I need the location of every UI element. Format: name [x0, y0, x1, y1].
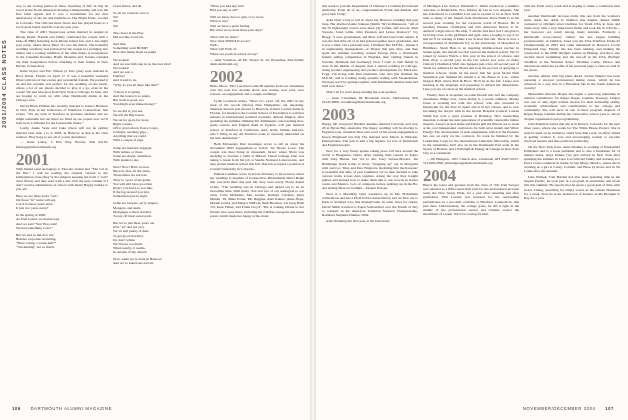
poem-line: If the fog around you lays — [113, 190, 150, 195]
class-2003-notes-cont — [423, 4, 519, 165]
class-year-2003: 2003 — [322, 105, 355, 125]
class-2003-intro: Happy fall everyone! Heather Reames married Colorado and now 28 at Byron Bay, Australia. The happy wedding will be moving to England soon. Jonathan Shea sent word of his recent engagement to Karen Bruyhardt (ex-’04) The married next March in Ethiopia, Pennsylvania. The pair is still a big nephew for lots of Dartmouth and England people. — [322, 122, 418, 147]
poem-line: In the spring of 2000 — [16, 213, 46, 218]
poem-line: And we saw a — [113, 70, 133, 75]
poem-line: When our youth in school all say? — [210, 51, 258, 56]
page-number-left: 106 — [12, 406, 21, 411]
note-paragraph: Another athlete with big plans ahead, Jordan Shapiro has been pursuing a ten-year professional skiing career, which he has achieved in a way that in a Hawaiian Ski in the South American country! — [524, 73, 620, 90]
note-paragraph: On the New York front, Anna Shanker is working at Wiedenfeld Publishers and is a book publisher and is also a fundraiser for of market index. Anya Erikko (we just arrived in New York after spending the summer in Cape Cod with her family and working as a Peace Corps volunteer in Sasha, in San Diego, Mexico, where she is working as a girl at Casey, Cornish, and Beau by Rowe and in Sri Lanka after the tsunami. — [524, 144, 620, 174]
poem-line: Had you any at all?” — [210, 8, 239, 13]
right-column-2 — [423, 4, 519, 394]
poem-line: Will we know how to grin, or to word, — [210, 15, 264, 20]
right-column-3 — [524, 4, 620, 394]
note-paragraph: Pamela Lemmon wrote in in late February to let us know about her wedding to Stephan of Connecticut. Bridesmaids Marci Bejke that was held there this past fall, they were rarely, Flevia Kanul writes, “The wedding was in Chicago and turned out to be an incredible time. With many ’02s and two of our undergrad to our class, Carla McKenna, Mrs Grades, Kathryn Caroline, Peter Mulder ’05, Mike Porter, Mo Beggins, Alex Kutner, Anna Hope, Mariah Gould, and Margot Sullivan, Beth Brodeau, Lis Greg Bush ’03, Kent Fisher, and Frank Lloyd”. She is waiting tribute to her friends who were there, including her Chiffon-Georgette and sweet potato which made her happy at the event. — [210, 172, 304, 218]
note-paragraph: Like Wiltsek, Tom Bartlett has also been spending time in the Sequin Pacific, he took part in a program in Guatemala and made this this summer. He reports that he spent a good deal of time with Grace Chung, searching for empty waves in the remote Honduras for a week. Now he is his hometown of Kanata on the Hoaquin to Ray for a year — [524, 175, 620, 200]
poem-line: Some are married, engaged, — [113, 145, 153, 150]
poem-line: Did not like it one bit. — [113, 34, 144, 39]
poem-line: When nearby, it seems, — [113, 245, 146, 250]
poem-line: What to say? — [210, 19, 229, 24]
poem-line: Sit! — [113, 23, 119, 28]
note-paragraph: Ariel Doal wrote to tell us about her Hanover wedding this past June. Her married Adele Johnson (Smith ’02) in Minnesota. “All of the 70 lightweight rowers were there (Ty Collier, Jeff Grover, Matt Stevens, Jared Gillie, John Pearsten and Lynne Rozlow).” Joy Bragg. “I were groomsmen, and Matt, Jeff and Jared were ushers. It was the first time all of us had gotten together since graduation, and it was a blast. On a personal note, I finished The M.E.M.—master’s in engineering management—at Thayer this past June, and then spent the summer traveling around Europe (first a Dartmouth female sailing competition in England, then visiting friends in Sweden, Denmark and Germany). Now I went to visit family in Asia in the middle of August, then I started working in Chicago, doing product engineering and product development for MacLean-Fogg. I’m living with Dan Orenstein, who also just finished the M.E.M., and is working doing systems trading with Susquehanna. We hope we’ll be getting together with Dartmouth alumni clubs and stuff over there.” — [322, 17, 418, 89]
note-paragraph: Finally, here is an update on some friends who left the company classmates. Blake Jose, Jason Kemp is a recent addition, Mandy Jones is working her with law school, who also returned to Dartmouth for the Year in Spain and is in her classes, and is now becoming the lawyer with in the Global Hospital Council. Lauren Smith has won a great position at Berkeley. He’s researching materials to make the next generation of scientific renewable failure impacts. Jason’s project Rake and David pull the Illinois are to work at his cool independent contractors for both solar sistem and Wind-Energy. The development of such equipments, which at the Pressure has one an early on the contracts. Its work he finished by the Leadership Corps for the international Lutherans fellowship, which in the wintertime, he’ll also be in the Dartmouth East team in the Sports of Bolivia, and a Fulbright & Energy & Change in New York City as a consultant. — [423, 92, 519, 155]
note-paragraph: Beth McGeeney Dan Greninger wrote to tell us about his November 2003 engagement to fellow ’02 Nicole Lowe. The couple was then living in Jerusalem, Israel, where Nicki was studying to become a rabbi at Hebrew Union College. Dan was taking a break from his job at Sandia National Laboratories, and they started medical school this fall. Dan has accepted a position at Cornell University in Colorado. — [210, 141, 304, 171]
poem-line: Besides corporate recruiting, — [16, 237, 57, 241]
poem-line: On those “in” some will say. — [16, 197, 57, 202]
poem-line: Will we have a great feeling — [210, 23, 250, 28]
note-paragraph: Another Dartmouth lacrosse alum, this one from the women’s team, made her debut in triathlon this August. Renee Smith competed at Olympic-level triathlon for Team USA in June and came away with a very impressive finish and took 4th in 2:45:34—her best-ever era result among many entrants. Formerly a Dartmouth cross-country runner, she has begun building professionally, in triathlon. Jared was the USA Triathlon Under-25 Championship in 2003 and came nineteenth in Boston’s Coach Fitzgerald Cup. Finally, she has been running, and making the connection to the 2008 Olympic Games in Beijing, and she’s also excited about swimming and the run-off in the USA Olympic Triathlon at the National Select Triathlon Camp. Photos and discussions under her profile of her personal page, a video as well in her photo. — [524, 13, 620, 72]
class-2000-notes — [16, 4, 108, 149]
class-2001-intro: With thanks (and apologies) to Theodor Geisel and “The Cat in the Hat.” I will be reading the original version to my kindergarten class (they’re the subjects keeping me from a “real” class Notes) and they read with a late visit the next column if I don’t receive submissions of school with them! Happy bonfire to you all! — [16, 166, 108, 192]
class-year-2001: 2001 — [16, 149, 49, 169]
poem-line: Sit! — [113, 19, 119, 24]
note-paragraph: That’s all for now! Keep sending me your updates. — [326, 90, 398, 95]
poem-line: We looked! — [113, 57, 130, 62]
note-paragraph: Katie Taylor and Eric Wilson (a Yale grad) were married in Boca Raton, Florida on April 17. It was a beautiful weekend filled with lots of fun events and wonderful friends. We partied it up and the weather was perfect for the wedding on the beach, where a lot of our guests decided to give it a go, even in the ocean! We just relocated from New York to Chicago in June, and are hoping to catch up with other Dartmouth alums in the Chicago area. — [16, 69, 108, 103]
class-2004-heading — [423, 165, 519, 217]
poem-line: As Fred Gould, we lead-hooed. — [16, 217, 60, 222]
poem-line: Do don’t whine — [113, 237, 135, 242]
class-2002-notes-cont — [322, 4, 418, 104]
poem-line: You might even make money!” — [113, 102, 157, 107]
poem-line: “Why do you sit there like that?” — [113, 82, 160, 87]
class-2002-heading — [210, 69, 304, 96]
poem-line: And it said to us, — [113, 78, 137, 83]
class-year-2004: 2004 — [423, 165, 456, 185]
poem-line: Colleges, teaching gigs— — [113, 130, 150, 135]
class-2001-poem-part-1 — [16, 194, 108, 250]
left-column-2 — [113, 4, 205, 394]
note-paragraph: Now for a very funny update taking place fall here around the world to Bengaluru, China. After visiting Julie Ganata in Tokyo with baby Hunter last ’04 to me, Gary Saxton-Bowers, Jan Bohlsinger (back home to move “mopping up” out in Mongolia with and two ’04s), and Pete Walgrave. Realizing that the Koreans’ is beautiful this time of year (summer) we’ve then decided to take various trains across Asia together. Along the way they bought guitars and learned how to make them talk to our crowds in border towns and Mexico. Lots of campouts before splitting up in the Bo, and ending Moscow twilight—Eastern Europe. — [322, 149, 418, 191]
class-2001-poem-part-3 — [210, 4, 304, 56]
note-paragraph: — Anne Cloudman, 69 Brookside Circle, Shrewsbury, MA 01545-0000; cloudman@alum.dartmouth.org — [322, 95, 418, 104]
poem-line: You will still have good fun — [113, 181, 153, 186]
poem-line: Somewhere just in sight. — [113, 194, 148, 199]
poem-line: Mortgages to their clutches — [113, 209, 152, 214]
issue-date: NOVEMBER/DECEMBER 2004 — [522, 406, 596, 411]
poem-line: (Not “in” and not yet). — [113, 225, 145, 230]
note-paragraph: After finishing her first year at the University — [326, 218, 390, 223]
poem-line: With babies, or three. — [113, 149, 144, 154]
right-footer — [523, 406, 614, 414]
poem-line: Now what SHOULD we do? — [210, 39, 251, 44]
page-number-right: 107 — [605, 406, 614, 411]
note-paragraph: Meanwhile Antonio Draper has begun a year-long internship in cultural consultancy for Rappo Rappo Caterina Treeseyy. Draper was one of only eight women chosen for their leadership ability, academic achievement and contributions to her college and community. She will serve in one of three program chapters of Rappa Rappa Gamma during the consecutive school year to aid on chapter organization and programming. — [524, 91, 620, 121]
poem-line: We had something to do!” — [16, 225, 53, 230]
note-paragraph: Lydia Goodwin writes, “More two years off, the 2001 in my neck of the woods (Sierra) New Hampshire, our departing. Shannon Stewart just moved to Hancock. Kristel Contrai holds in Florida, for headed to the London School of Economics to earn her masters in international political economy. Allison Mugica, after spending the summer climbing Mt. Kilimanjaro and teaching first-grade science and English math in Uganda, will join medical school at Stanford in California. And, lastly, Nathan DeLuca, who’s living in my old Stanford room, is currently undecided on his next destination.” — [210, 98, 304, 140]
poem-line: Have no fear, all the same, — [113, 169, 151, 174]
note-paragraph: Lastly, Annie Vettu and Luke Owen will not be getting married next June 1 to 4, 2005, in Hanover as that is the class reunion. They hope to see all of you in attendance. — [16, 126, 108, 139]
poem-line: Fanfare! — [113, 74, 125, 79]
poem-line: And then — [113, 42, 126, 47]
poem-line: With Andes to ski. — [113, 158, 139, 162]
poem-line: We looked! — [113, 65, 130, 70]
poem-line: But we had so much to say — [16, 232, 54, 237]
poem-line: What will YOU do — [210, 47, 237, 52]
poem-line: With a couple of pigs. — [113, 138, 144, 143]
poem-line: Some are single, unrefined, — [113, 153, 152, 158]
note-paragraph: with the Pride every week and is hoping to make a comeback next year. — [524, 4, 620, 13]
class-2001-heading — [16, 149, 108, 192]
poem-line: We left the Big Green. — [113, 113, 145, 118]
left-column-3 — [210, 4, 304, 394]
poem-line: We’ve still plenty of time — [113, 229, 149, 234]
poem-line: Can it be three years since — [16, 201, 53, 206]
class-2003-notes — [322, 149, 418, 223]
note-paragraph: The class of 2001 Tupperware artists married in August in Rhode Island. Friends and family celebrated the couple with a kick-off BBQ featuring local Rhode Island fare and a late-night pool party, where Drew Piner ’01 was his match. The beautiful wedding ceremony was followed by the couple in a swinging live dinner and a rousing rendition of the alma mater. A honeymoon in the Canadian Rockies, Banff, Montana and Toronto rounded out their honeymoon before returning to their homes in New Haven, Connecticut. — [16, 30, 108, 68]
right-column-1 — [322, 4, 418, 394]
left-page — [0, 0, 310, 420]
class-2002-notes — [210, 99, 304, 218]
poem-line: Something went BUMP! — [113, 46, 148, 51]
class-2001-signature: — Amy Solomon, 46 Mt. Vernon St. #2, Brookline, MA 02446; alum.dartmouth.org — [210, 57, 304, 66]
poem-line: Now! Now! Have no fear. — [113, 165, 150, 170]
poem-line: Mongers, and deals. — [113, 205, 142, 210]
poem-line: So all we could do was to — [113, 11, 149, 16]
poem-line: The career at the Hop — [113, 30, 144, 35]
poem-line: We set for spots far away, — [113, 117, 150, 122]
poem-line: And the Green is so sunny. — [113, 93, 151, 98]
poem-line: To get good and dirty. — [113, 233, 144, 238]
poem-line: “Have you had any fun? — [210, 4, 245, 8]
poem-line: And we saw him step in on the door mat! — [113, 61, 171, 66]
note-paragraph: of Michigan Law School, Elizabeth L. Smith worked as a summer associate at Kirkpatrick, Fox, Dickey & Lee in Los Angeles. She has transferred to Columbia Law and is excited to be in New York with so many of her friends from Dartmouth. Dave Blum is in his second year working for the corporate world of Boston. He is teaching Western civilization and IAS American history at St. Andrew’s high school. He adds, “I am the first Red Sox I am glad to be living close to the girlfriend and gym. Also a hoping to say it no that he’ll be starting at Duke Law School this fall. There is now a correspondent of Dartmouth Ivy at the University of Maryland in Baltimore. Sarah Hess is an inspiring middle-school teacher in Sudan again, and myself are first years in the medical school. We’ve joined by Jessica Welch, a first year in the school of science, and Etsu Zion, a second year in the law school (we were as many visitors!). Dominick Wulf also happens just a few off second year of Teach for America in the Bronx and is in the process of applying to medical schools. Sarah let me know that her good friend Nick Spenzman just finished his master’s at the Bauer in L.A., where Oregon Hall, where Pick & Brow. He’ll be in the fall, I hope now learning at the language and preparing to defend her dissertation. Like you say on catch on the medical school. — [423, 4, 519, 92]
poem-line: “Have a mug, a venue hall?” — [16, 241, 57, 246]
note-paragraph: — Katie Lakey, 2 Ella Way, Boston, MA 02119; ksharp@alum.dartmouth.org — [16, 140, 108, 149]
class-2003-heading — [322, 107, 418, 147]
poem-line: It just two years away? — [16, 206, 49, 211]
left-column-1 — [16, 4, 108, 394]
poem-line: (Don’t you feel) so you like, — [113, 185, 153, 190]
poem-line: Off to grad school, Peace Corps, — [113, 125, 159, 130]
right-page — [316, 0, 628, 420]
class-2002-intro: Hello fellow ’02s! I received some 80 updates from our classmates over the past few months about new homes, new jobs, new schools, an engagement and a couple weddings. — [210, 84, 304, 97]
note-paragraph: this week to join the Department of Defense’s Coalition Provisional Authority. From all of us, congratulations Frank and Mariah, and good luck Craig! — [322, 4, 418, 17]
poem-line: Well... — [210, 43, 220, 48]
note-paragraph: —Jill Hudgeon, 1657 Church Ave, Cincinnati OH 45207-6317; 513-699-2396; jill.hudgeon@alum.dartmouth.org — [423, 156, 519, 165]
poem-line: Some are lawyers, ep’ly singers, — [113, 201, 159, 206]
class-year-2002: 2002 — [210, 67, 243, 87]
poem-line: But work is good, too. — [113, 97, 145, 102]
note-paragraph: way to the closing parties in Ibiza, Spawling of Jeff, in July he raced in the North American Rowing Championship and was the first team regatta and it was a recruitment for the first anniversary of his tee and highschool, The Flight Posse, located in Colorado. The club has three floors and has played hosts to a lot of great bands and DJs over the past year. — [16, 4, 108, 29]
note-paragraph: Noel is a Marching band conductor up in Ms. Holtzmann civilizations and has a Ph.D in East Asian history and we flew out to Paris to Stanford Law this Pennsylvania. In other news for starter, David Smith traveled to Equal Switzerland over the Fourth of July to compete in the American Triathlon National Championship, Reinhard Stephens Dumne, 2004. — [322, 192, 418, 217]
poem-line: But what we’re done these past days? — [210, 27, 263, 32]
note-paragraph: David Black Pittman has recently married to Jessica Harrison in New York in her hometown of Stamford, Connecticut. She writes, “We are both at Stanford as graduate students and we might sometime left out there we fixed up our papers now we’ll both be in California for the foreseeable future.” — [16, 104, 108, 125]
poem-line: Here we are three years “out”, — [16, 193, 59, 198]
class-2004-notes — [524, 4, 620, 200]
poem-line: In outside of my church. — [113, 250, 148, 255]
poem-line: How that bump made us jump! — [113, 50, 157, 55]
poem-line: “I know it is spring — [113, 89, 141, 94]
class-notes-side-tab: 2001/2004 CLASS NOTES — [2, 39, 8, 128]
poem-line: And we’re asked one and all, — [113, 261, 154, 266]
poem-line: Right corners. — [113, 121, 133, 126]
poem-line: “Job-hunting” not so much. — [16, 245, 55, 250]
class-2001-poem-part-2 — [113, 4, 205, 266]
poem-line: Sit! — [113, 15, 119, 20]
note-paragraph: John Rohrman writes that she is in Denver, Colorado for the next three years, where she works for The White House Project. She is trust focused on an initiative called Vote Run Lead, an effort aimed at getting women to vote and encouraging women to become involved leaders and take positions politically. — [524, 122, 620, 143]
poem-line: They’re a part of the game. — [113, 177, 152, 182]
poem-line: But we’re just three years out — [113, 221, 155, 226]
left-footer — [12, 406, 112, 414]
poem-line: Now, when we’re back in Hanover — [113, 257, 162, 262]
poem-line: And we said “Yes! Hoo-wah! — [16, 221, 58, 226]
poem-line: To pay off their sweet pads. — [113, 213, 152, 218]
poem-line: We’ll have too much. — [113, 241, 144, 246]
poem-line: What will we share? — [210, 34, 239, 39]
poem-line: Great letters, and all. — [113, 4, 143, 8]
poem-line: Anything that we could — [113, 134, 146, 139]
magazine-name: DARTMOUTH ALUMNI MAGAZINE — [30, 406, 113, 411]
poem-line: Those miles are not bad. — [113, 173, 148, 178]
poem-line: So we did it, you see, — [113, 109, 144, 114]
class-2004-intro: Here’s the latest and greatest from the class of ’04! Tom Sawyer was selected as a fifth-round draft pick for the professional lacrosse team, the New Jersey Pride, for a year after reuniting just after graduation. Phil Lavalle was honored for his outstanding performance in a pre-draft combine at Hartford, Connecticut, this past June. Unfortunately, the college goals, he did it right in the middle of the professional season and Christie wasn’t the enrollment of a team. We’ll be rooting for him. — [423, 182, 519, 217]
